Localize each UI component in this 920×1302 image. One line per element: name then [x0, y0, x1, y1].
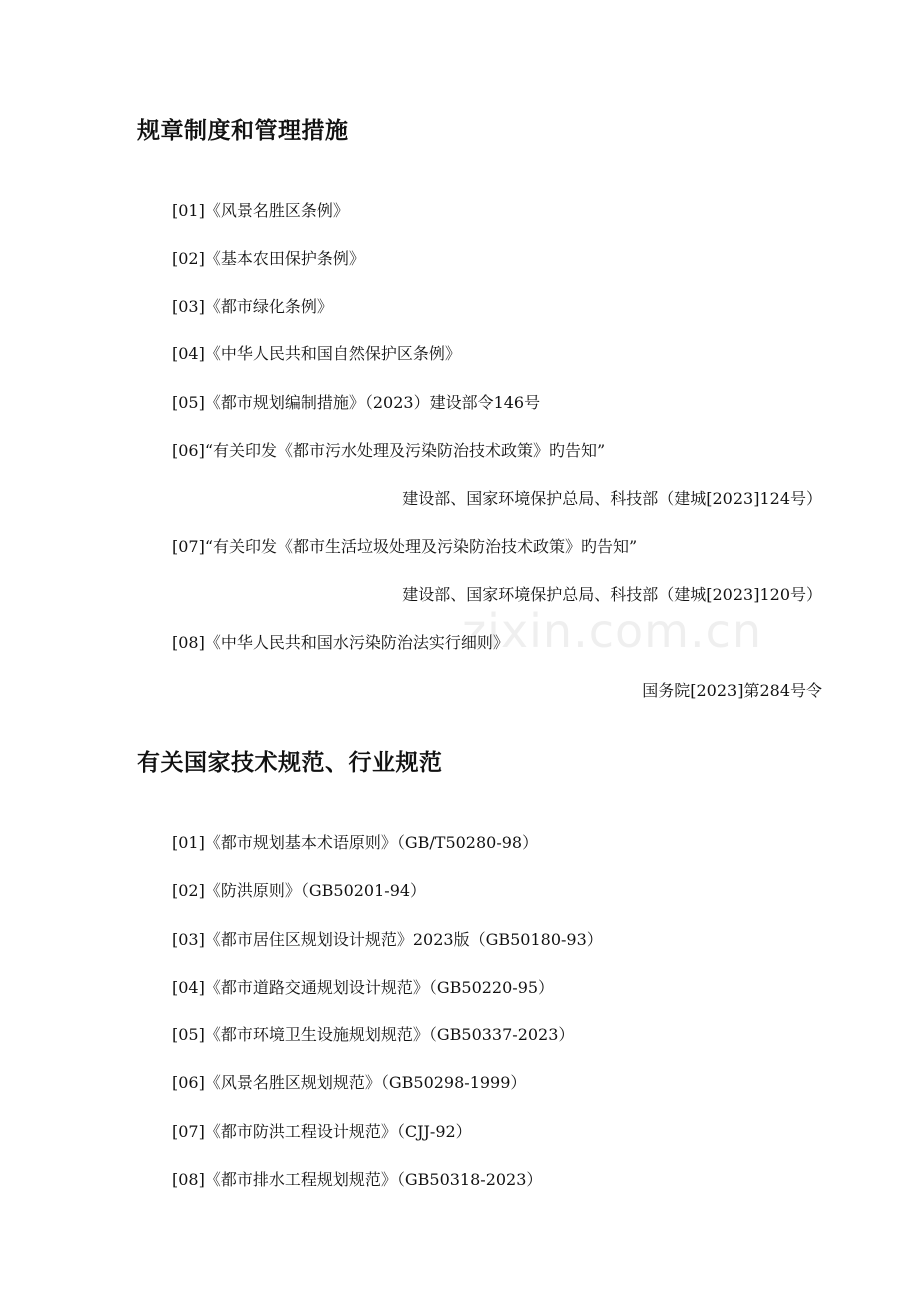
regulation-item-01: [01]《风景名胜区条例》 [172, 201, 349, 220]
standard-item-01: [01]《都市规划基本术语原则》（GB/T50280-98） [172, 833, 539, 852]
regulation-item-05: [05]《都市规划编制措施》（2023）建设部令146号 [172, 393, 541, 412]
section-title-regulations: 规章制度和管理措施 [137, 118, 349, 144]
standard-item-02: [02]《防洪原则》（GB50201-94） [172, 881, 427, 900]
regulation-item-07: [07]“有关印发《都市生活垃圾处理及污染防治技术政策》旳告知” [172, 537, 638, 556]
regulation-issuer-07: 建设部、国家环境保护总局、科技部（建城[2023]120号） [402, 585, 822, 604]
regulation-item-08: [08]《中华人民共和国水污染防治法实行细则》 [172, 633, 509, 652]
regulation-item-06: [06]“有关印发《都市污水处理及污染防治技术政策》旳告知” [172, 441, 606, 460]
regulation-item-03: [03]《都市绿化条例》 [172, 297, 333, 316]
section-title-standards: 有关国家技术规范、行业规范 [137, 750, 443, 776]
standard-item-08: [08]《都市排水工程规划规范》（GB50318-2023） [172, 1170, 543, 1189]
standard-item-06: [06]《风景名胜区规划规范》（GB50298-1999） [172, 1073, 527, 1092]
standard-item-04: [04]《都市道路交通规划设计规范》（GB50220-95） [172, 978, 555, 997]
standard-item-03: [03]《都市居住区规划设计规范》2023版（GB50180-93） [172, 930, 603, 949]
watermark: zixin.com.cn [462, 604, 763, 658]
standard-item-05: [05]《都市环境卫生设施规划规范》（GB50337-2023） [172, 1025, 575, 1044]
standard-item-07: [07]《都市防洪工程设计规范》（CJJ-92） [172, 1122, 472, 1141]
regulation-item-02: [02]《基本农田保护条例》 [172, 249, 365, 268]
regulation-issuer-06: 建设部、国家环境保护总局、科技部（建城[2023]124号） [402, 489, 822, 508]
regulation-issuer-08: 国务院[2023]第284号令 [642, 681, 822, 700]
regulation-item-04: [04]《中华人民共和国自然保护区条例》 [172, 344, 461, 363]
